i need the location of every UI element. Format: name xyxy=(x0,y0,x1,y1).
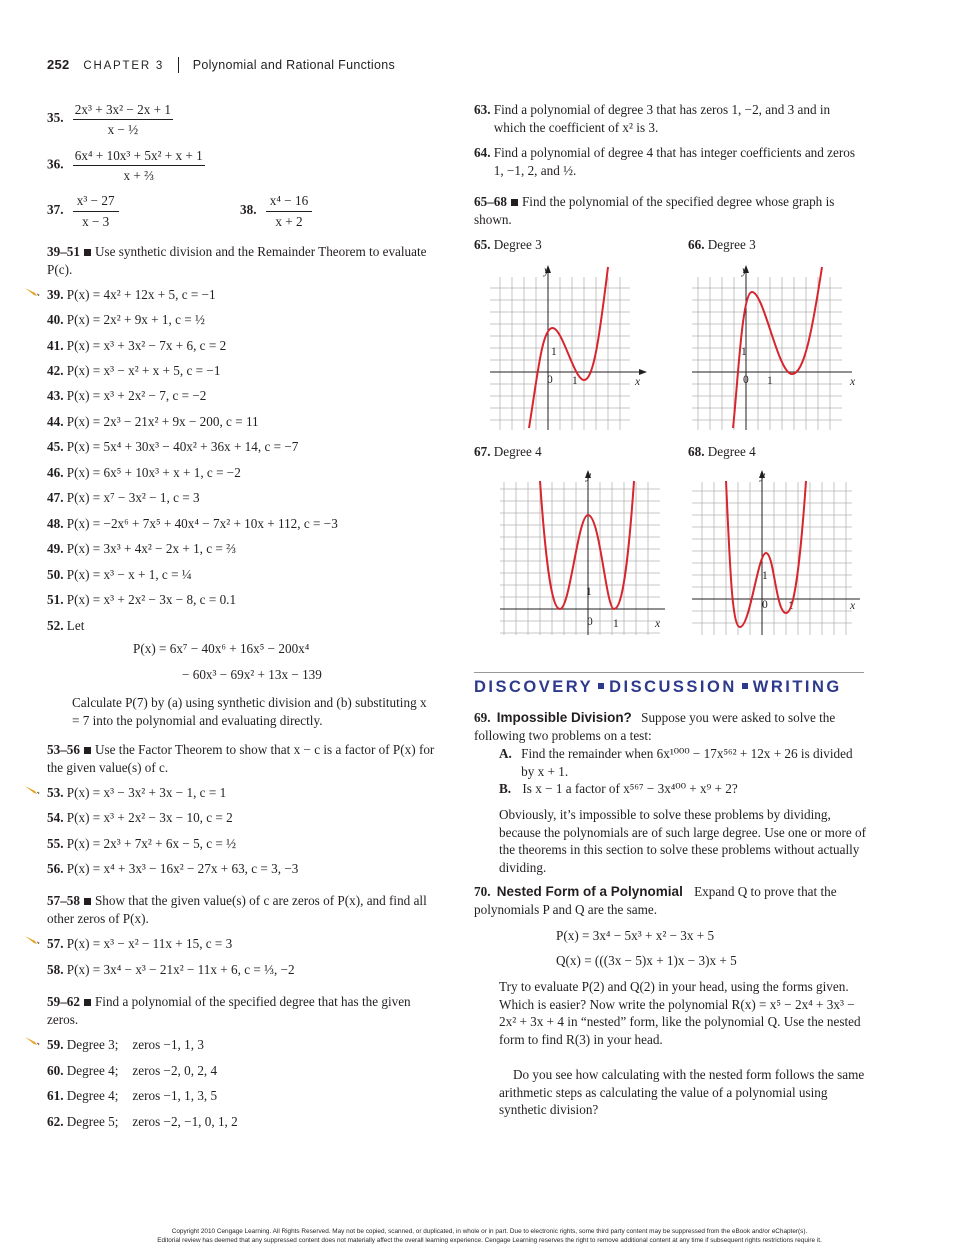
problem-text: P(x) = 2x³ − 21x² + 9x − 200, c = 11 xyxy=(66,414,259,429)
problem-number: 51. xyxy=(47,592,64,607)
problem-number: 39. xyxy=(47,287,64,302)
problem-number: 36. xyxy=(47,156,64,172)
problem-degree: Degree 4; xyxy=(66,1088,119,1103)
problem-number: 65. xyxy=(474,237,491,252)
problem-number: 37. xyxy=(47,202,64,218)
denominator: x − 3 xyxy=(82,213,110,229)
graph-degree: Degree 3 xyxy=(493,237,542,252)
graph-65 xyxy=(490,262,660,430)
problem-number: 50. xyxy=(47,567,64,582)
problem-number: 56. xyxy=(47,861,64,876)
graph-66-label xyxy=(688,236,756,254)
section-text: Find a polynomial of the specified degree that has the given zeros. xyxy=(47,994,411,1027)
problem-number: 57. xyxy=(47,936,64,951)
graph-67 xyxy=(500,467,670,637)
numerator: x³ − 27 xyxy=(73,192,119,212)
problem-text: P(x) = 4x² + 12x + 5, c = −1 xyxy=(66,287,216,302)
page-number: 252 xyxy=(47,57,70,72)
problem-number: 52. xyxy=(47,618,64,633)
problem-69 xyxy=(474,709,869,744)
problem-text: P(x) = 2x² + 9x + 1, c = ½ xyxy=(66,312,205,327)
numerator: 6x⁴ + 10x³ + 5x² + x + 1 xyxy=(73,147,205,166)
section-range: 39–51 xyxy=(47,244,80,259)
square-bullet-icon xyxy=(742,683,748,689)
problem-text: P(x) = x³ + 2x² − 3x − 10, c = 2 xyxy=(66,810,233,825)
origin-label: 0 xyxy=(743,374,749,386)
problem-number: 55. xyxy=(47,836,64,851)
denominator: x + 2 xyxy=(275,213,303,229)
problem-number: 53. xyxy=(47,785,64,800)
section-text: Find the polynomial of the specified degree whose graph is shown. xyxy=(474,194,835,227)
problem-69-part-a xyxy=(499,745,869,780)
square-bullet-icon xyxy=(511,199,518,206)
problem-text: P(x) = 2x³ + 7x² + 6x − 5, c = ½ xyxy=(66,836,237,851)
problem-52-instructions: Calculate P(7) by (a) using synthetic division and (b) substituting x = 7 into the polynomial and evaluating directly. xyxy=(72,695,427,728)
grid xyxy=(500,482,660,635)
x-axis-arrow-icon xyxy=(639,369,647,375)
graph-65-label xyxy=(474,236,542,254)
problem-number: 49. xyxy=(47,541,64,556)
problem-text: P(x) = x³ + 3x² − 7x + 6, c = 2 xyxy=(66,338,227,353)
problem-text: Find a polynomial of degree 3 that has zeros 1, −2, and 3 and in which the coefficient of x² is 3. xyxy=(493,102,831,135)
problem-number: 46. xyxy=(47,465,64,480)
problem-64 xyxy=(474,144,866,179)
problem-number: 41. xyxy=(47,338,64,353)
graph-degree: Degree 4 xyxy=(493,444,542,459)
graph-68-label xyxy=(688,443,756,461)
origin-label: 0 xyxy=(547,374,553,386)
section-text: Use the Factor Theorem to show that x − c is a factor of P(x) for the given value(s) of c. xyxy=(47,742,435,775)
equation-p: P(x) = 3x⁴ − 5x³ + x² − 3x + 5 xyxy=(556,928,715,943)
chapter-label: CHAPTER 3 xyxy=(83,60,165,72)
problem-title: Impossible Division? xyxy=(496,710,632,725)
problem-text: P(x) = x³ − 3x² + 3x − 1, c = 1 xyxy=(66,785,227,800)
origin-label: 0 xyxy=(762,599,768,611)
problem-number: 54. xyxy=(47,810,64,825)
graph-67-label xyxy=(474,443,542,461)
x-axis-label: x xyxy=(850,376,856,388)
x-axis-label: x xyxy=(655,618,661,630)
section-65-68-instructions xyxy=(474,193,866,228)
problem-number: 47. xyxy=(47,490,64,505)
grid xyxy=(490,277,630,430)
problem-zeros: zeros −2, −1, 0, 1, 2 xyxy=(132,1114,238,1129)
graph-66 xyxy=(692,262,862,430)
problem-degree: Degree 5; xyxy=(66,1114,119,1129)
problem-zeros: zeros −1, 1, 3 xyxy=(132,1037,204,1052)
problem-number: 64. xyxy=(474,145,491,160)
graph-68 xyxy=(692,467,862,637)
part-text: Is x − 1 a factor of x⁵⁶⁷ − 3x⁴⁰⁰ + x⁹ + 2? xyxy=(522,781,738,796)
section-text: Use synthetic division and the Remainder Theorem to evaluate P(c). xyxy=(47,244,427,277)
problem-number: 69. xyxy=(474,710,491,725)
graph-degree: Degree 3 xyxy=(707,237,756,252)
section-text: Show that the given value(s) of c are zeros of P(x), and find all other zeros of P(x). xyxy=(47,893,427,926)
copyright-line-1: Copyright 2010 Cengage Learning. All Rights Reserved. May not be copied, scanned, or duplicated, in whole or in part. Due to electronic rights, some third party content may be suppressed from the eBook and/or eChapter(s). xyxy=(171,1228,808,1235)
part-label: A. xyxy=(499,746,512,761)
y-axis-label: y xyxy=(586,470,592,482)
section-range: 65–68 xyxy=(474,194,507,209)
problem-number: 66. xyxy=(688,237,705,252)
square-bullet-icon xyxy=(598,683,604,689)
problem-degree: Degree 3; xyxy=(66,1037,119,1052)
x-axis-label: x xyxy=(850,600,856,612)
problem-number: 40. xyxy=(47,312,64,327)
grid xyxy=(692,277,842,430)
problem-text: P(x) = x³ − x² + x + 5, c = −1 xyxy=(66,363,221,378)
problem-text: P(x) = −2x⁶ + 7x⁵ + 40x⁴ − 7x² + 10x + 112, c = −3 xyxy=(66,516,338,531)
problem-number: 48. xyxy=(47,516,64,531)
discovery-heading xyxy=(474,679,842,697)
problem-number: 60. xyxy=(47,1063,64,1078)
problem-number: 44. xyxy=(47,414,64,429)
problem-text: P(x) = x³ − x² − 11x + 15, c = 3 xyxy=(66,936,233,951)
problem-number: 42. xyxy=(47,363,64,378)
section-range: 59–62 xyxy=(47,994,80,1009)
problem-63 xyxy=(474,101,866,136)
problem-text: P(x) = x³ + 2x² − 7, c = −2 xyxy=(66,388,207,403)
equation-line-1: P(x) = 6x⁷ − 40x⁶ + 16x⁵ − 200x⁴ xyxy=(133,641,310,656)
numerator: x⁴ − 16 xyxy=(266,192,312,212)
problem-number: 68. xyxy=(688,444,705,459)
equation-line-2: − 60x³ − 69x² + 13x − 139 xyxy=(182,667,322,682)
chapter-title: Polynomial and Rational Functions xyxy=(192,58,396,72)
origin-label: 0 xyxy=(587,616,593,628)
part-text: Find the remainder when 6x¹⁰⁰⁰ − 17x⁵⁶² + 12x + 26 is divided by x + 1. xyxy=(521,746,853,779)
y-axis-label: y xyxy=(742,265,748,277)
graph-degree: Degree 4 xyxy=(707,444,756,459)
y-axis-label: y xyxy=(544,265,550,277)
problem-69-part-b xyxy=(499,780,738,798)
x-tick-label-1: 1 xyxy=(613,618,619,630)
problem-text: P(x) = 5x⁴ + 30x³ − 40x² + 36x + 14, c = −7 xyxy=(66,439,299,454)
grid xyxy=(692,482,852,635)
equation-q: Q(x) = (((3x − 5)x + 1)x − 3)x + 5 xyxy=(556,953,737,968)
x-tick-label-1: 1 xyxy=(788,600,794,612)
x-tick-label-1: 1 xyxy=(572,375,578,387)
problem-zeros: zeros −1, 1, 3, 5 xyxy=(132,1088,218,1103)
problem-number: 35. xyxy=(47,109,64,125)
problem-70-paragraph-2: Do you see how calculating with the nested form follows the same arithmetic steps as calculating the value of a polynomial using synthetic division? xyxy=(499,1067,865,1117)
y-tick-label-1: 1 xyxy=(762,570,768,582)
problem-number: 38. xyxy=(240,202,257,218)
problem-text: Let xyxy=(66,618,85,633)
section-range: 53–56 xyxy=(47,742,80,757)
denominator: x − ½ xyxy=(107,121,139,137)
problem-text: P(x) = x⁷ − 3x² − 1, c = 3 xyxy=(66,490,200,505)
problem-70 xyxy=(474,883,869,918)
y-tick-label-1: 1 xyxy=(741,346,747,358)
problem-69-paragraph: Obviously, it’s impossible to solve these problems by dividing, because the polynomials are of such large degree. Use one or more of the theorems in this section to solve these problems without actually dividing. xyxy=(499,807,867,875)
y-tick-label-1: 1 xyxy=(551,346,557,358)
problem-title: Nested Form of a Polynomial xyxy=(496,884,683,899)
problem-zeros: zeros −2, 0, 2, 4 xyxy=(132,1063,218,1078)
denominator: x + ⅔ xyxy=(123,167,155,183)
problem-number: 67. xyxy=(474,444,491,459)
problem-text: P(x) = x⁴ + 3x³ − 16x² − 27x + 63, c = 3, −3 xyxy=(66,861,299,876)
copyright-line-2: Editorial review has deemed that any suppressed content does not materially affect the overall learning experience. Cengage Learning reserves the right to remove additional content at any time if subsequent rights restrictions require it. xyxy=(157,1236,822,1244)
problem-text: Find a polynomial of degree 4 that has integer coefficients and zeros 1, −1, 2, and ½. xyxy=(493,145,855,178)
problem-degree: Degree 4; xyxy=(66,1063,119,1078)
problem-number: 62. xyxy=(47,1114,64,1129)
part-label: B. xyxy=(499,781,512,796)
y-tick-label-1: 1 xyxy=(586,586,592,598)
problem-text: Expand Q to prove that the polynomials P and Q are the same. xyxy=(474,884,837,917)
copyright-footer xyxy=(0,1228,979,1245)
problem-number: 63. xyxy=(474,102,491,117)
heading-word: WRITING xyxy=(752,678,842,696)
heading-word: DISCOVERY xyxy=(474,678,594,696)
x-tick-label-1: 1 xyxy=(767,375,773,387)
problem-text: P(x) = 3x⁴ − x³ − 21x² − 11x + 6, c = ⅓, −2 xyxy=(66,962,295,977)
problem-text: P(x) = 3x³ + 4x² − 2x + 1, c = ⅔ xyxy=(66,541,237,556)
heading-word: DISCUSSION xyxy=(609,678,737,696)
problem-number: 58. xyxy=(47,962,64,977)
problem-number: 61. xyxy=(47,1088,64,1103)
problem-number: 59. xyxy=(47,1037,64,1052)
problem-text: Suppose you were asked to solve the following two problems on a test: xyxy=(474,710,836,743)
problem-text: P(x) = x³ − x + 1, c = ¼ xyxy=(66,567,192,582)
problem-70-paragraph-1: Try to evaluate P(2) and Q(2) in your head, using the forms given. Which is easier? Now write the polynomial R(x) = x⁵ − 2x⁴ + 3x³ − 2x² + 3x + 4 in “nested” form, like the polynomial Q. Use the nested form to find R(3) in your head. xyxy=(499,979,861,1047)
problem-text: P(x) = x³ + 2x² − 3x − 8, c = 0.1 xyxy=(66,592,237,607)
problem-number: 70. xyxy=(474,884,491,899)
problem-text: P(x) = 6x⁵ + 10x³ + x + 1, c = −2 xyxy=(66,465,241,480)
x-axis-label: x xyxy=(635,376,641,388)
y-axis-label: y xyxy=(760,470,766,482)
numerator: 2x³ + 3x² − 2x + 1 xyxy=(73,101,173,120)
problem-number: 45. xyxy=(47,439,64,454)
problem-number: 43. xyxy=(47,388,64,403)
section-range: 57–58 xyxy=(47,893,80,908)
section-divider xyxy=(474,672,864,673)
